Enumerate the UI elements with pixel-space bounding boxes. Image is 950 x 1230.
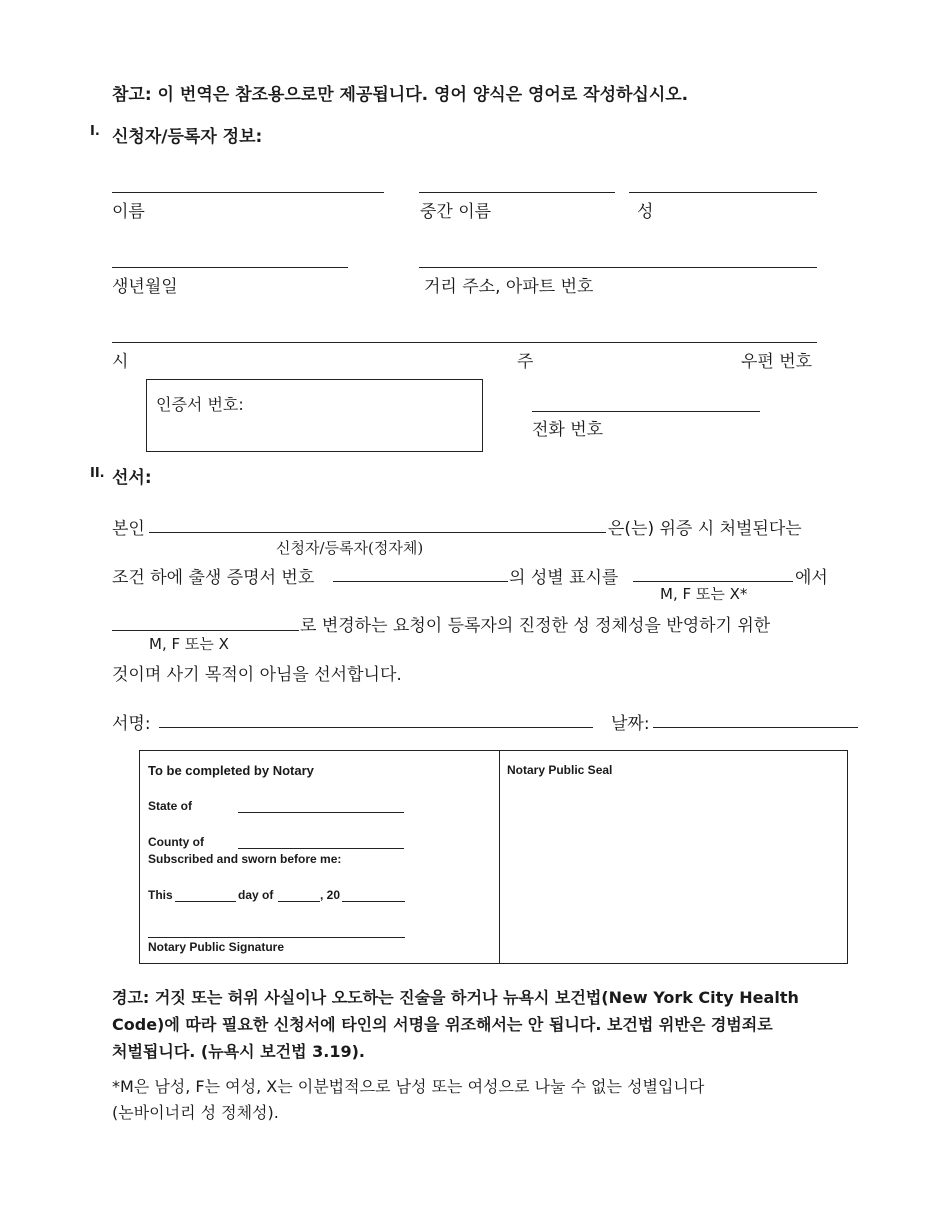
oath-line2-end: 에서 [795,568,828,588]
phone-line[interactable] [532,411,760,412]
warning-line1: 경고: 거짓 또는 허위 사실이나 오도하는 진술을 하거나 뉴욕시 보건법(New York City Health [112,988,799,1007]
applicant-name-line[interactable] [149,532,606,533]
middle-name-label: 중간 이름 [420,202,492,222]
zip-label: 우편 번호 [741,352,813,372]
birth-certificate-number-line[interactable] [333,581,508,582]
new-sex-line[interactable] [112,630,299,631]
last-name-line[interactable] [629,192,817,193]
section-1-title: 신청자/등록자 정보: [112,127,263,147]
month-line[interactable] [278,901,320,902]
date-label: 날짜: [611,714,650,734]
oath-line1-start: 본인 [112,519,145,539]
current-sex-line[interactable] [633,581,793,582]
footnote-line2: (논바이너리 성 정체성). [112,1103,279,1122]
certificate-number-label: 인증서 번호: [156,395,244,414]
oath-line2-start: 조건 하에 출생 증명서 번호 [112,568,315,588]
state-label: 주 [517,352,534,372]
notary-box [139,750,848,964]
state-of-line[interactable] [238,812,404,813]
phone-label: 전화 번호 [532,420,604,440]
first-name-line[interactable] [112,192,384,193]
first-name-label: 이름 [112,202,145,222]
section-2-title: 선서: [112,468,152,488]
translation-note: 참고: 이 번역은 참조용으로만 제공됩니다. 영어 양식은 영어로 작성하십시오. [112,85,689,105]
dob-label: 생년월일 [112,277,178,297]
footnote-line1: *M은 남성, F는 여성, X는 이분법적으로 남성 또는 여성으로 나눌 수 없는 성별입니다 [112,1077,705,1096]
signature-line[interactable] [159,727,593,728]
mfx-star-caption: M, F 또는 X* [660,585,748,603]
city-state-zip-line[interactable] [112,342,817,343]
county-of-line[interactable] [238,848,404,849]
year-line[interactable] [342,901,405,902]
street-line[interactable] [419,267,817,268]
oath-line3-end: 로 변경하는 요청이 등록자의 진정한 성 정체성을 반영하기 위한 [300,616,771,636]
oath-line1-end: 은(는) 위증 시 처벌된다는 [608,519,802,539]
oath-line4: 것이며 사기 목적이 아님을 선서합니다. [112,665,402,685]
dob-line[interactable] [112,267,348,268]
mfx-caption: M, F 또는 X [149,635,229,653]
state-of-label: State of [148,799,193,813]
notary-seal-label: Notary Public Seal [507,763,613,777]
this-label: This [148,888,173,902]
last-name-label: 성 [637,202,654,222]
warning-line2: Code)에 따라 필요한 신청서에 타인의 서명을 위조해서는 안 됩니다. 보건법 위반은 경범죄로 [112,1015,773,1034]
notary-heading: To be completed by Notary [148,763,314,778]
street-label: 거리 주소, 아파트 번호 [424,277,594,297]
certificate-number-box[interactable] [146,379,483,452]
year-prefix: , 20 [320,888,341,902]
date-line[interactable] [653,727,858,728]
section-1-number: I. [90,124,100,139]
subscribed-label: Subscribed and sworn before me: [148,852,342,866]
middle-name-line[interactable] [419,192,615,193]
section-2-number: II. [90,466,105,481]
applicant-caption: 신청자/등록자(정자체) [276,539,424,557]
notary-divider [499,751,500,963]
day-line[interactable] [175,901,236,902]
notary-signature-line[interactable] [148,937,405,938]
day-of-label: day of [238,888,274,902]
city-label: 시 [112,352,129,372]
county-of-label: County of [148,835,204,849]
signature-label: 서명: [112,714,151,734]
notary-signature-label: Notary Public Signature [148,940,285,954]
warning-line3: 처벌됩니다. (뉴욕시 보건법 3.19). [112,1042,365,1061]
oath-line2-mid: 의 성별 표시를 [509,568,619,588]
